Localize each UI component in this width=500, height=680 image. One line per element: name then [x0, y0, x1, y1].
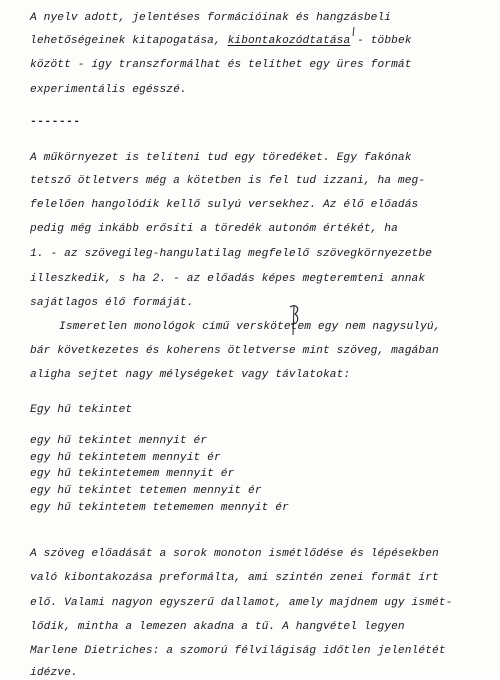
- paragraph-4-line-4: lődik, mintha a lemezen akadna a tű. A hangvétel legyen: [30, 621, 405, 633]
- paragraph-4-line-1: A szöveg előadását a sorok monoton ismétlődése és lépésekben: [30, 548, 439, 560]
- poem-title: Egy hű tekintet: [30, 404, 133, 416]
- paragraph-1-line-1: A nyelv adott, jelentéses formációinak és hangzásbeli: [30, 12, 392, 24]
- paragraph-2-line-6: illeszkedik, s ha 2. - az előadás képes megteremteni annak: [30, 273, 426, 285]
- paragraph-4-line-5: Marlene Dietriches: a szomorú félvilágiság időtlen jelenlétét: [30, 645, 446, 657]
- paragraph-4-line-2: való kibontakozása preformálta, ami szintén zenei formát írt: [30, 572, 439, 584]
- paragraph-4-line-6: idézve.: [30, 667, 78, 679]
- paragraph-3-line-3: aligha sejtet nagy mélységeket vagy távlatokat:: [30, 369, 351, 381]
- paragraph-4-line-3: elő. Valami nagyon egyszerű dallamot, amely majdnem ugy ismét-: [30, 597, 453, 609]
- paragraph-3-line-2: bár következetes és koherens ötletverse mint szöveg, magában: [30, 345, 439, 357]
- paragraph-1-line-2-end: - többek: [350, 35, 412, 47]
- paragraph-1-line-3: között - így transzformálhat és telíthet egy üres formát: [30, 59, 412, 71]
- paragraph-1-line-2-start: lehetőségeinek kitapogatása,: [30, 35, 228, 47]
- separator-dashes: -------: [30, 116, 81, 128]
- poem-line-2: egy hű tekintetem mennyit ér: [30, 452, 221, 464]
- poem-line-1: egy hű tekintet mennyit ér: [30, 435, 208, 447]
- paragraph-2-line-7: sajátlagos élő formáját.: [30, 297, 194, 309]
- paragraph-2-line-1: A műkörnyezet is telíteni tud egy töredéket. Egy fakónak: [30, 152, 412, 164]
- paragraph-1-line-2: [30, 34, 412, 48]
- poem-line-5: egy hű tekintetem tetememen mennyit ér: [30, 502, 289, 514]
- paragraph-2-line-4: pedig még inkább erősíti a töredék autonóm értékét, ha: [30, 223, 398, 235]
- paragraph-3-line-1: Ismeretlen monológok című verskötetem egy nem nagysulyú,: [59, 321, 441, 333]
- poem-line-3: egy hű tekintetemem mennyit ér: [30, 468, 235, 480]
- paragraph-2-line-5: 1. - az szövegileg-hangulatilag megfelelő szövegkörnyezetbe: [30, 248, 433, 260]
- poem-line-4: egy hű tekintet tetemen mennyit ér: [30, 485, 262, 497]
- paragraph-1-line-4: experimentális egésszé.: [30, 84, 187, 96]
- paragraph-2-line-3: felelően hangolódik kellő sulyú versekhez. Az élő előadás: [30, 199, 419, 211]
- paragraph-2-line-2: tetsző ötletvers még a kötetben is fel tud izzani, ha meg-: [30, 175, 426, 187]
- underlined-word: kibontakozódtatása: [227, 35, 351, 47]
